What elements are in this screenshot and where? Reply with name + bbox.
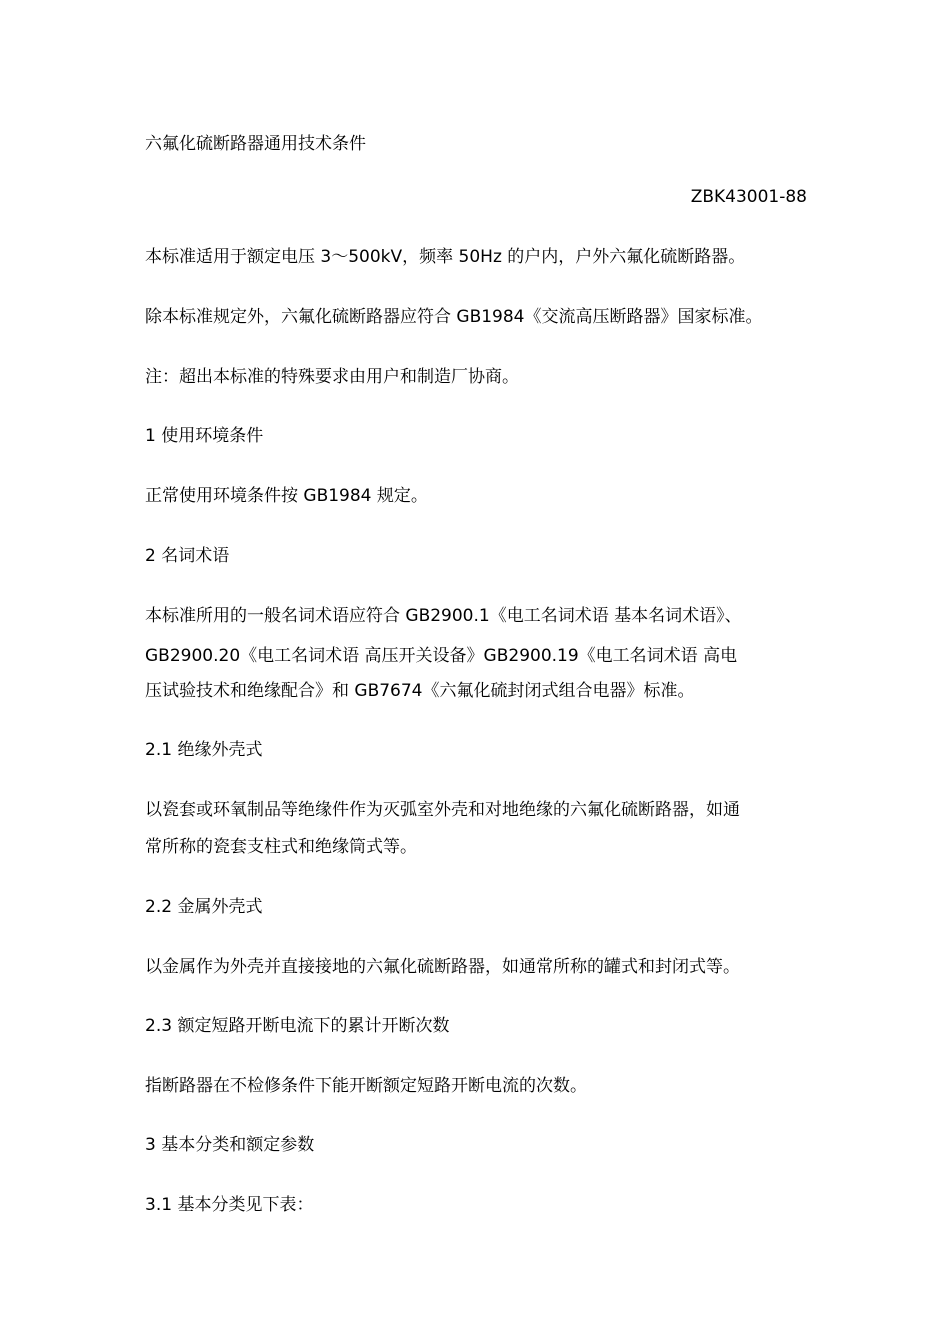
section-2-body-line-3: 压试验技术和绝缘配合》和 GB7674《六氟化硫封闭式组合电器》标准。 [145, 681, 695, 701]
paragraph-note: 注：超出本标准的特殊要求由用户和制造厂协商。 [145, 367, 519, 387]
section-2-2-body: 以金属作为外壳并直接接地的六氟化硫断路器，如通常所称的罐式和封闭式等。 [145, 957, 740, 977]
section-1-heading: 1 使用环境条件 [145, 426, 264, 446]
section-3-heading: 3 基本分类和额定参数 [145, 1135, 315, 1155]
section-2-3-body: 指断路器在不检修条件下能开断额定短路开断电流的次数。 [145, 1076, 587, 1096]
section-1-body: 正常使用环境条件按 GB1984 规定。 [145, 486, 428, 506]
section-2-1-body-line-2: 常所称的瓷套支柱式和绝缘筒式等。 [145, 837, 417, 857]
standard-code: ZBK43001-88 [690, 187, 807, 207]
paragraph-conform: 除本标准规定外，六氟化硫断路器应符合 GB1984《交流高压断路器》国家标准。 [145, 307, 763, 327]
section-2-1-body-line-1: 以瓷套或环氧制品等绝缘件作为灭弧室外壳和对地绝缘的六氟化硫断路器，如通 [145, 800, 740, 820]
section-2-2-heading: 2.2 金属外壳式 [145, 897, 263, 917]
section-2-body-line-1: 本标准所用的一般名词术语应符合 GB2900.1《电工名词术语 基本名词术语》、 [145, 606, 742, 626]
document-title: 六氟化硫断路器通用技术条件 [145, 134, 366, 154]
section-3-1-heading: 3.1 基本分类见下表： [145, 1195, 314, 1215]
section-2-3-heading: 2.3 额定短路开断电流下的累计开断次数 [145, 1016, 450, 1036]
section-2-1-heading: 2.1 绝缘外壳式 [145, 740, 263, 760]
section-2-heading: 2 名词术语 [145, 546, 230, 566]
paragraph-scope: 本标准适用于额定电压 3～500kV，频率 50Hz 的户内，户外六氟化硫断路器。 [145, 247, 746, 267]
section-2-body-line-2: GB2900.20《电工名词术语 高压开关设备》GB2900.19《电工名词术语 高电 [145, 646, 738, 666]
